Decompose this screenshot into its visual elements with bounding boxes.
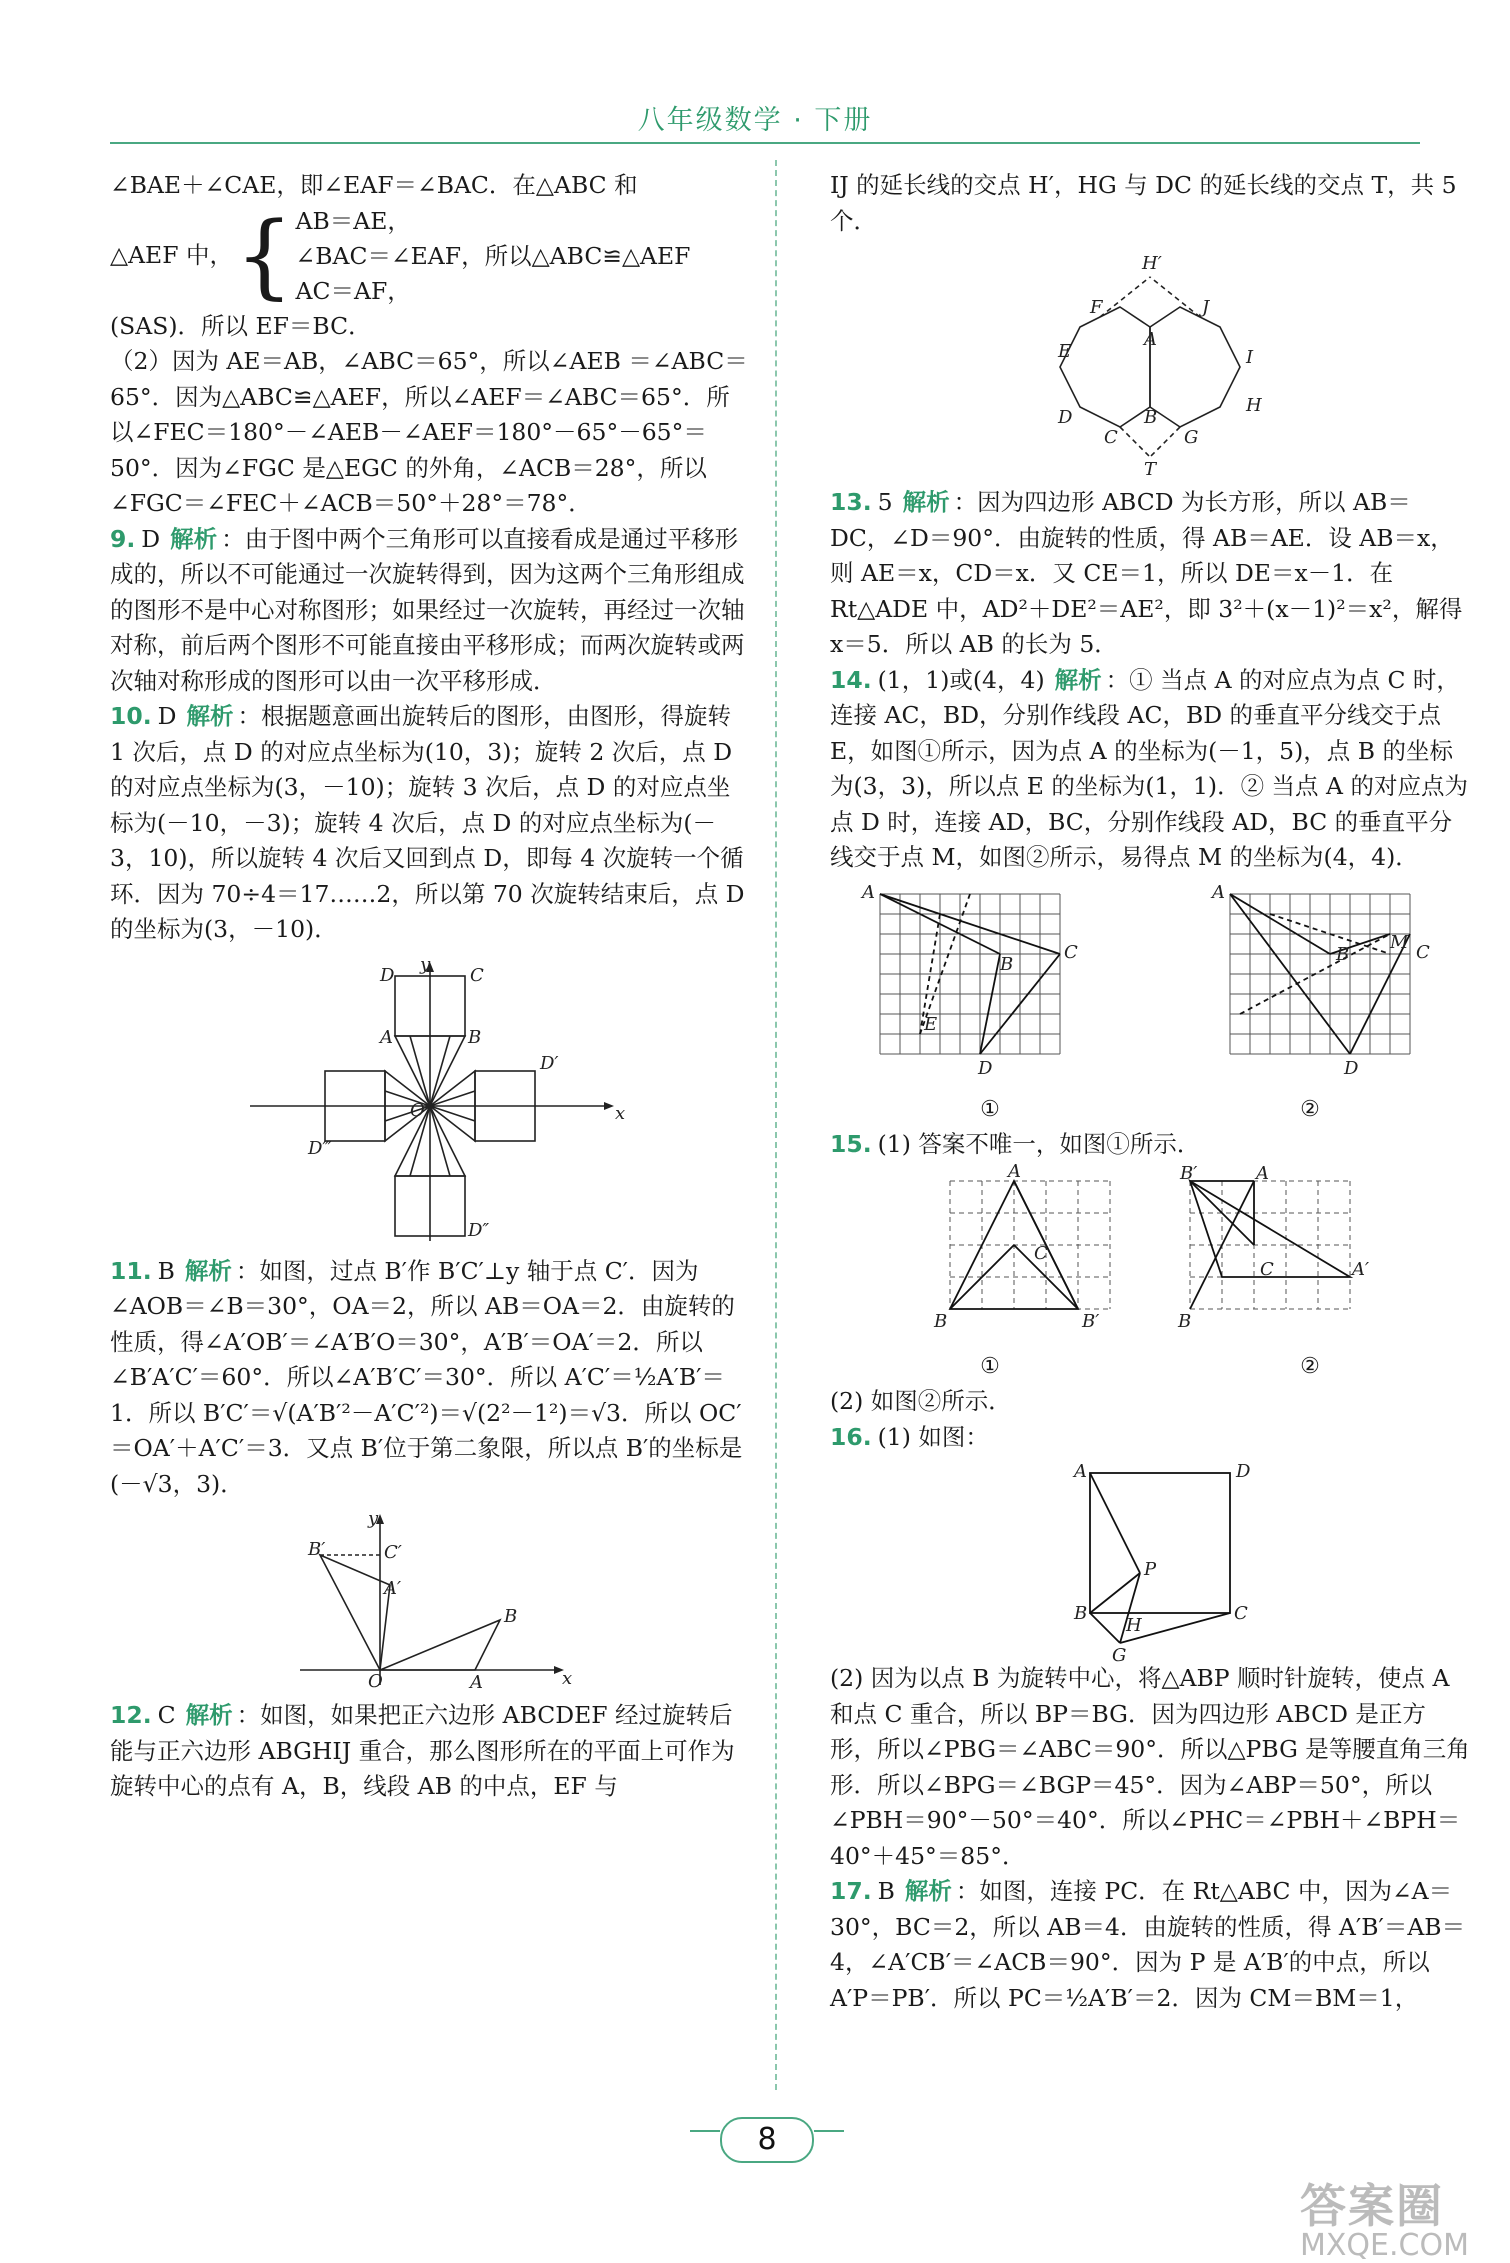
- question-number: 16.: [830, 1422, 872, 1451]
- q12-answer: [110, 1698, 750, 1805]
- svg-text:E: E: [1058, 341, 1072, 362]
- svg-text:H: H: [1126, 1615, 1142, 1636]
- q16-answer: [830, 1420, 1470, 1456]
- answer-choice: B: [157, 1256, 175, 1285]
- page-number: 8: [720, 2117, 814, 2163]
- svg-text:C: C: [1416, 941, 1430, 963]
- brace-glyph: {: [234, 202, 294, 309]
- svg-text:C: C: [1234, 1603, 1248, 1624]
- q12-continued: IJ 的延长线的交点 H′，HG 与 DC 的延长线的交点 T，共 5 个．: [830, 171, 1457, 235]
- svg-text:B: B: [1074, 1603, 1088, 1624]
- q15-dashed-grid-figures: [890, 1160, 1410, 1341]
- q8-system-line: ∠BAC＝∠EAF，所以△ABC≌△AEF: [295, 241, 691, 270]
- answer-choice: C: [157, 1701, 176, 1729]
- q14-answer: [830, 663, 1470, 876]
- svg-text:H: H: [1246, 395, 1262, 416]
- analysis-text: ：根据题意画出旋转后的图形，由图形，得旋转 1 次后，点 D 的对应点坐标为(10，3)；旋转 2 次后，点 D 的对应点坐标为(3，－10)；旋转 3 次后，点 D 的对应点坐标为(－10，－3)；旋转 4 次后，点 D 的对应点坐标为(－3，10)，所以旋转 4 次后又回到点 D，即每 4 次旋转一个循环．因为 70÷4＝17……2，所以第 70 次旋转结束后，点 D 的坐标为(3，－10)．: [110, 702, 745, 943]
- question-number: 17.: [830, 1877, 872, 1905]
- svg-text:H′: H′: [1142, 253, 1162, 274]
- svg-text:A′: A′: [384, 1578, 402, 1599]
- q14-captions: [830, 1092, 1470, 1128]
- analysis-label: 解析: [185, 1701, 233, 1729]
- watermark-line: MXQE.COM: [1300, 2228, 1469, 2263]
- svg-text:y: y: [368, 1508, 379, 1529]
- svg-text:D‴: D‴: [308, 1137, 332, 1159]
- q8-system-lines: [296, 204, 691, 309]
- question-number: 15.: [830, 1130, 872, 1158]
- analysis-label: 解析: [1054, 665, 1102, 694]
- svg-text:F: F: [1090, 297, 1103, 318]
- analysis-text: ：由于图中两个三角形可以直接看成是通过平移形成的，所以不可能通过一次旋转得到，因为这两个三角形组成的图形不是中心对称图形；如果经过一次旋转，再经过一次轴对称，前后两个图形不可能直接由平移形成；而两次旋转或两次轴对称形成的图形可以由一次平移形成．: [110, 524, 745, 695]
- q15-answer: [830, 1127, 1470, 1163]
- answer-choice: B: [877, 1877, 895, 1905]
- svg-text:I: I: [1246, 347, 1254, 368]
- question-number: 10.: [110, 702, 152, 730]
- q8-system: [110, 204, 750, 309]
- svg-text:D: D: [1344, 1057, 1359, 1079]
- svg-text:P: P: [1144, 1559, 1157, 1580]
- svg-text:G: G: [1112, 1645, 1127, 1666]
- svg-text:T: T: [1144, 459, 1157, 480]
- svg-text:A: A: [1212, 881, 1225, 903]
- question-number: 9.: [110, 524, 136, 553]
- left-column: [110, 168, 750, 1805]
- svg-text:G: G: [1184, 427, 1199, 448]
- analysis-text: ：如图，如果把正六边形 ABCDEF 经过旋转后能与正六边形 ABGHIJ 重合，那么图形所在的平面上可作为旋转中心的点有 A，B，线段 AB 的中点，EF 与: [110, 1701, 735, 1800]
- q11-coordinate-figure: [280, 1508, 580, 1693]
- analysis-text: ：如图，过点 B′作 B′C′⊥y 轴于点 C′．因为∠AOB＝∠B＝30°，OA＝2，所以 AB＝OA＝2．由旋转的性质，得∠A′OB′＝∠A′B′O＝30°，A′B′＝OA′＝2．所以∠B′A′C′＝60°．所以∠A′B′C′＝30°．所以 A′C′＝½A′B′＝1．所以 B′C′＝√(A′B′²－A′C′²)＝√(2²－1²)＝√3．所以 OC′＝OA′＋A′C′＝3．又点 B′位于第二象限，所以点 B′的坐标是(－√3，3)．: [110, 1256, 743, 1498]
- svg-text:E: E: [924, 1013, 938, 1035]
- q11-answer: [110, 1254, 750, 1503]
- footer-ornament: [814, 2130, 844, 2146]
- svg-text:B: B: [1178, 1310, 1192, 1332]
- svg-text:J: J: [1202, 297, 1210, 318]
- question-number: 13.: [830, 488, 872, 516]
- question-number: 12.: [110, 1701, 152, 1729]
- svg-text:B: B: [504, 1606, 518, 1627]
- right-column: [830, 168, 1470, 2016]
- svg-text:B: B: [1000, 953, 1014, 975]
- q12-hexagon-figure: [1020, 247, 1280, 480]
- q17-answer: [830, 1874, 1470, 2016]
- q8-system-line: AB＝AE，: [295, 206, 411, 235]
- q8-system-line: AC＝AF，: [295, 276, 411, 305]
- q8-continued-line: ∠BAE＋∠CAE，即∠EAF＝∠BAC．在△ABC 和: [110, 171, 638, 199]
- svg-text:O: O: [368, 1671, 383, 1692]
- analysis-text: ：① 当点 A 的对应点为点 C 时，连接 AC，BD，分别作线段 AC，BD 的垂直平分线交于点 E，如图①所示，因为点 A 的坐标为(－1，5)，点 B 的坐标为(3，3)，所以点 E 的坐标为(1，1)．② 当点 A 的对应点为点 D 时，连接 AD，BC，分别作线段 AD，BC 的垂直平分线交于点 M，如图②所示，易得点 M 的坐标为(4，4)．: [830, 665, 1468, 871]
- question-number: 11.: [110, 1256, 152, 1285]
- analysis-label: 解析: [902, 488, 950, 516]
- q8-part2: （2）因为 AE＝AB，∠ABC＝65°，所以∠AEB ＝∠ABC＝65°．因为△ABC≌△AEF，所以∠AEF＝∠ABC＝65°．所以∠FEC＝180°－∠AEB－∠AEF＝180°－65°－65°＝50°．因为∠FGC 是△EGC 的外角，∠ACB＝28°，所以∠FGC＝∠FEC＋∠ACB＝50°＋28°＝78°．: [110, 347, 748, 517]
- q8-system-lead: △AEF 中，: [110, 241, 233, 270]
- q14-grid-figures: [850, 881, 1450, 1084]
- watermark-line: 答案圈: [1300, 2179, 1444, 2233]
- q10-answer: [110, 699, 750, 948]
- q10-rotation-figure: [230, 953, 630, 1246]
- answer-text: (1) 如图：: [877, 1422, 989, 1451]
- svg-text:D: D: [380, 964, 395, 986]
- svg-text:B′: B′: [308, 1539, 326, 1560]
- svg-text:D: D: [1058, 407, 1073, 428]
- analysis-label: 解析: [186, 702, 234, 730]
- answer-value: (1，1)或(4，4): [877, 665, 1045, 694]
- svg-text:A: A: [862, 881, 875, 903]
- svg-text:A: A: [380, 1026, 393, 1048]
- svg-text:B: B: [934, 1310, 948, 1332]
- q13-answer: [830, 485, 1470, 663]
- svg-text:C: C: [1104, 427, 1118, 448]
- figure-caption: ②: [1300, 1353, 1320, 1379]
- analysis-text: ：如图，连接 PC．在 Rt△ABC 中，因为∠A＝30°，BC＝2，所以 AB＝4．由旋转的性质，得 A′B′＝AB＝4，∠A′CB′＝∠ACB＝90°．因为 P 是 A′B′的中点，所以 A′P＝PB′．所以 PC＝½A′B′＝2．因为 CM＝BM＝1，: [830, 1877, 1466, 2012]
- svg-text:A: A: [1144, 329, 1157, 350]
- figure-caption: ①: [980, 1096, 1000, 1122]
- page-header: 八年级数学 · 下册: [637, 105, 873, 136]
- answer-value: 5: [877, 488, 893, 516]
- svg-text:B: B: [1144, 407, 1158, 428]
- answer-choice: D: [141, 524, 161, 553]
- svg-text:D: D: [1236, 1461, 1251, 1482]
- analysis-label: 解析: [184, 1256, 232, 1285]
- svg-text:A′: A′: [1352, 1258, 1370, 1280]
- svg-text:A: A: [1008, 1160, 1021, 1182]
- header-rule: [110, 142, 1420, 144]
- svg-text:x: x: [562, 1668, 573, 1689]
- svg-text:D: D: [978, 1057, 993, 1079]
- svg-text:B′: B′: [1082, 1310, 1100, 1332]
- answer-text: (1) 答案不唯一，如图①所示．: [877, 1130, 1201, 1158]
- svg-text:C: C: [470, 964, 484, 986]
- question-number: 14.: [830, 665, 872, 694]
- svg-text:B: B: [468, 1026, 482, 1048]
- q16-part2: (2) 因为以点 B 为旋转中心，将△ABP 顺时针旋转，使点 A 和点 C 重合，所以 BP＝BG．因为四边形 ABCD 是正方形，所以∠PBG＝∠ABC＝90°．所以△PBG 是等腰直角三角形．所以∠BPG＝∠BGP＝45°．因为∠ABP＝50°，所以∠PBH＝90°－50°＝40°．所以∠PHC＝∠PBH＋∠BPH＝40°＋45°＝85°．: [830, 1664, 1470, 1870]
- figure-caption: ①: [980, 1353, 1000, 1379]
- svg-text:C: C: [1034, 1242, 1048, 1264]
- svg-text:A: A: [1256, 1162, 1269, 1184]
- svg-text:y: y: [420, 953, 431, 975]
- analysis-label: 解析: [904, 1877, 952, 1905]
- svg-text:A: A: [470, 1672, 483, 1693]
- footer-ornament: [690, 2130, 720, 2146]
- answer-choice: D: [157, 702, 177, 730]
- q8-conclusion: (SAS)．所以 EF＝BC．: [110, 311, 372, 340]
- svg-text:D′: D′: [540, 1052, 559, 1074]
- svg-text:A: A: [1074, 1461, 1087, 1482]
- svg-text:D″: D″: [468, 1219, 490, 1241]
- q15-captions: [830, 1349, 1470, 1385]
- analysis-label: 解析: [170, 524, 218, 553]
- q16-square-figure: [1050, 1461, 1251, 1666]
- svg-text:O: O: [410, 1099, 425, 1121]
- analysis-text: ：因为四边形 ABCD 为长方形，所以 AB＝DC，∠D＝90°．由旋转的性质，得 AB＝AE．设 AB＝x，则 AE＝x，CD＝x．又 CE＝1，所以 DE＝x－1．在 Rt△ADE 中，AD²＋DE²＝AE²，即 3²＋(x－1)²＝x²，解得 x＝5．所以 AB 的长为 5．: [830, 488, 1463, 658]
- figure-caption: ②: [1300, 1096, 1320, 1122]
- svg-text:x: x: [615, 1102, 626, 1124]
- svg-text:C′: C′: [384, 1542, 402, 1563]
- watermark: [1300, 2170, 1469, 2263]
- column-divider: [775, 160, 777, 2090]
- svg-text:B: B: [1336, 943, 1350, 965]
- q9-answer: [110, 522, 750, 700]
- q15-part2: (2) 如图②所示．: [830, 1387, 1012, 1415]
- svg-text:M: M: [1390, 931, 1409, 953]
- svg-text:C: C: [1064, 941, 1078, 963]
- svg-text:C: C: [1260, 1258, 1274, 1280]
- svg-text:B′: B′: [1180, 1162, 1198, 1184]
